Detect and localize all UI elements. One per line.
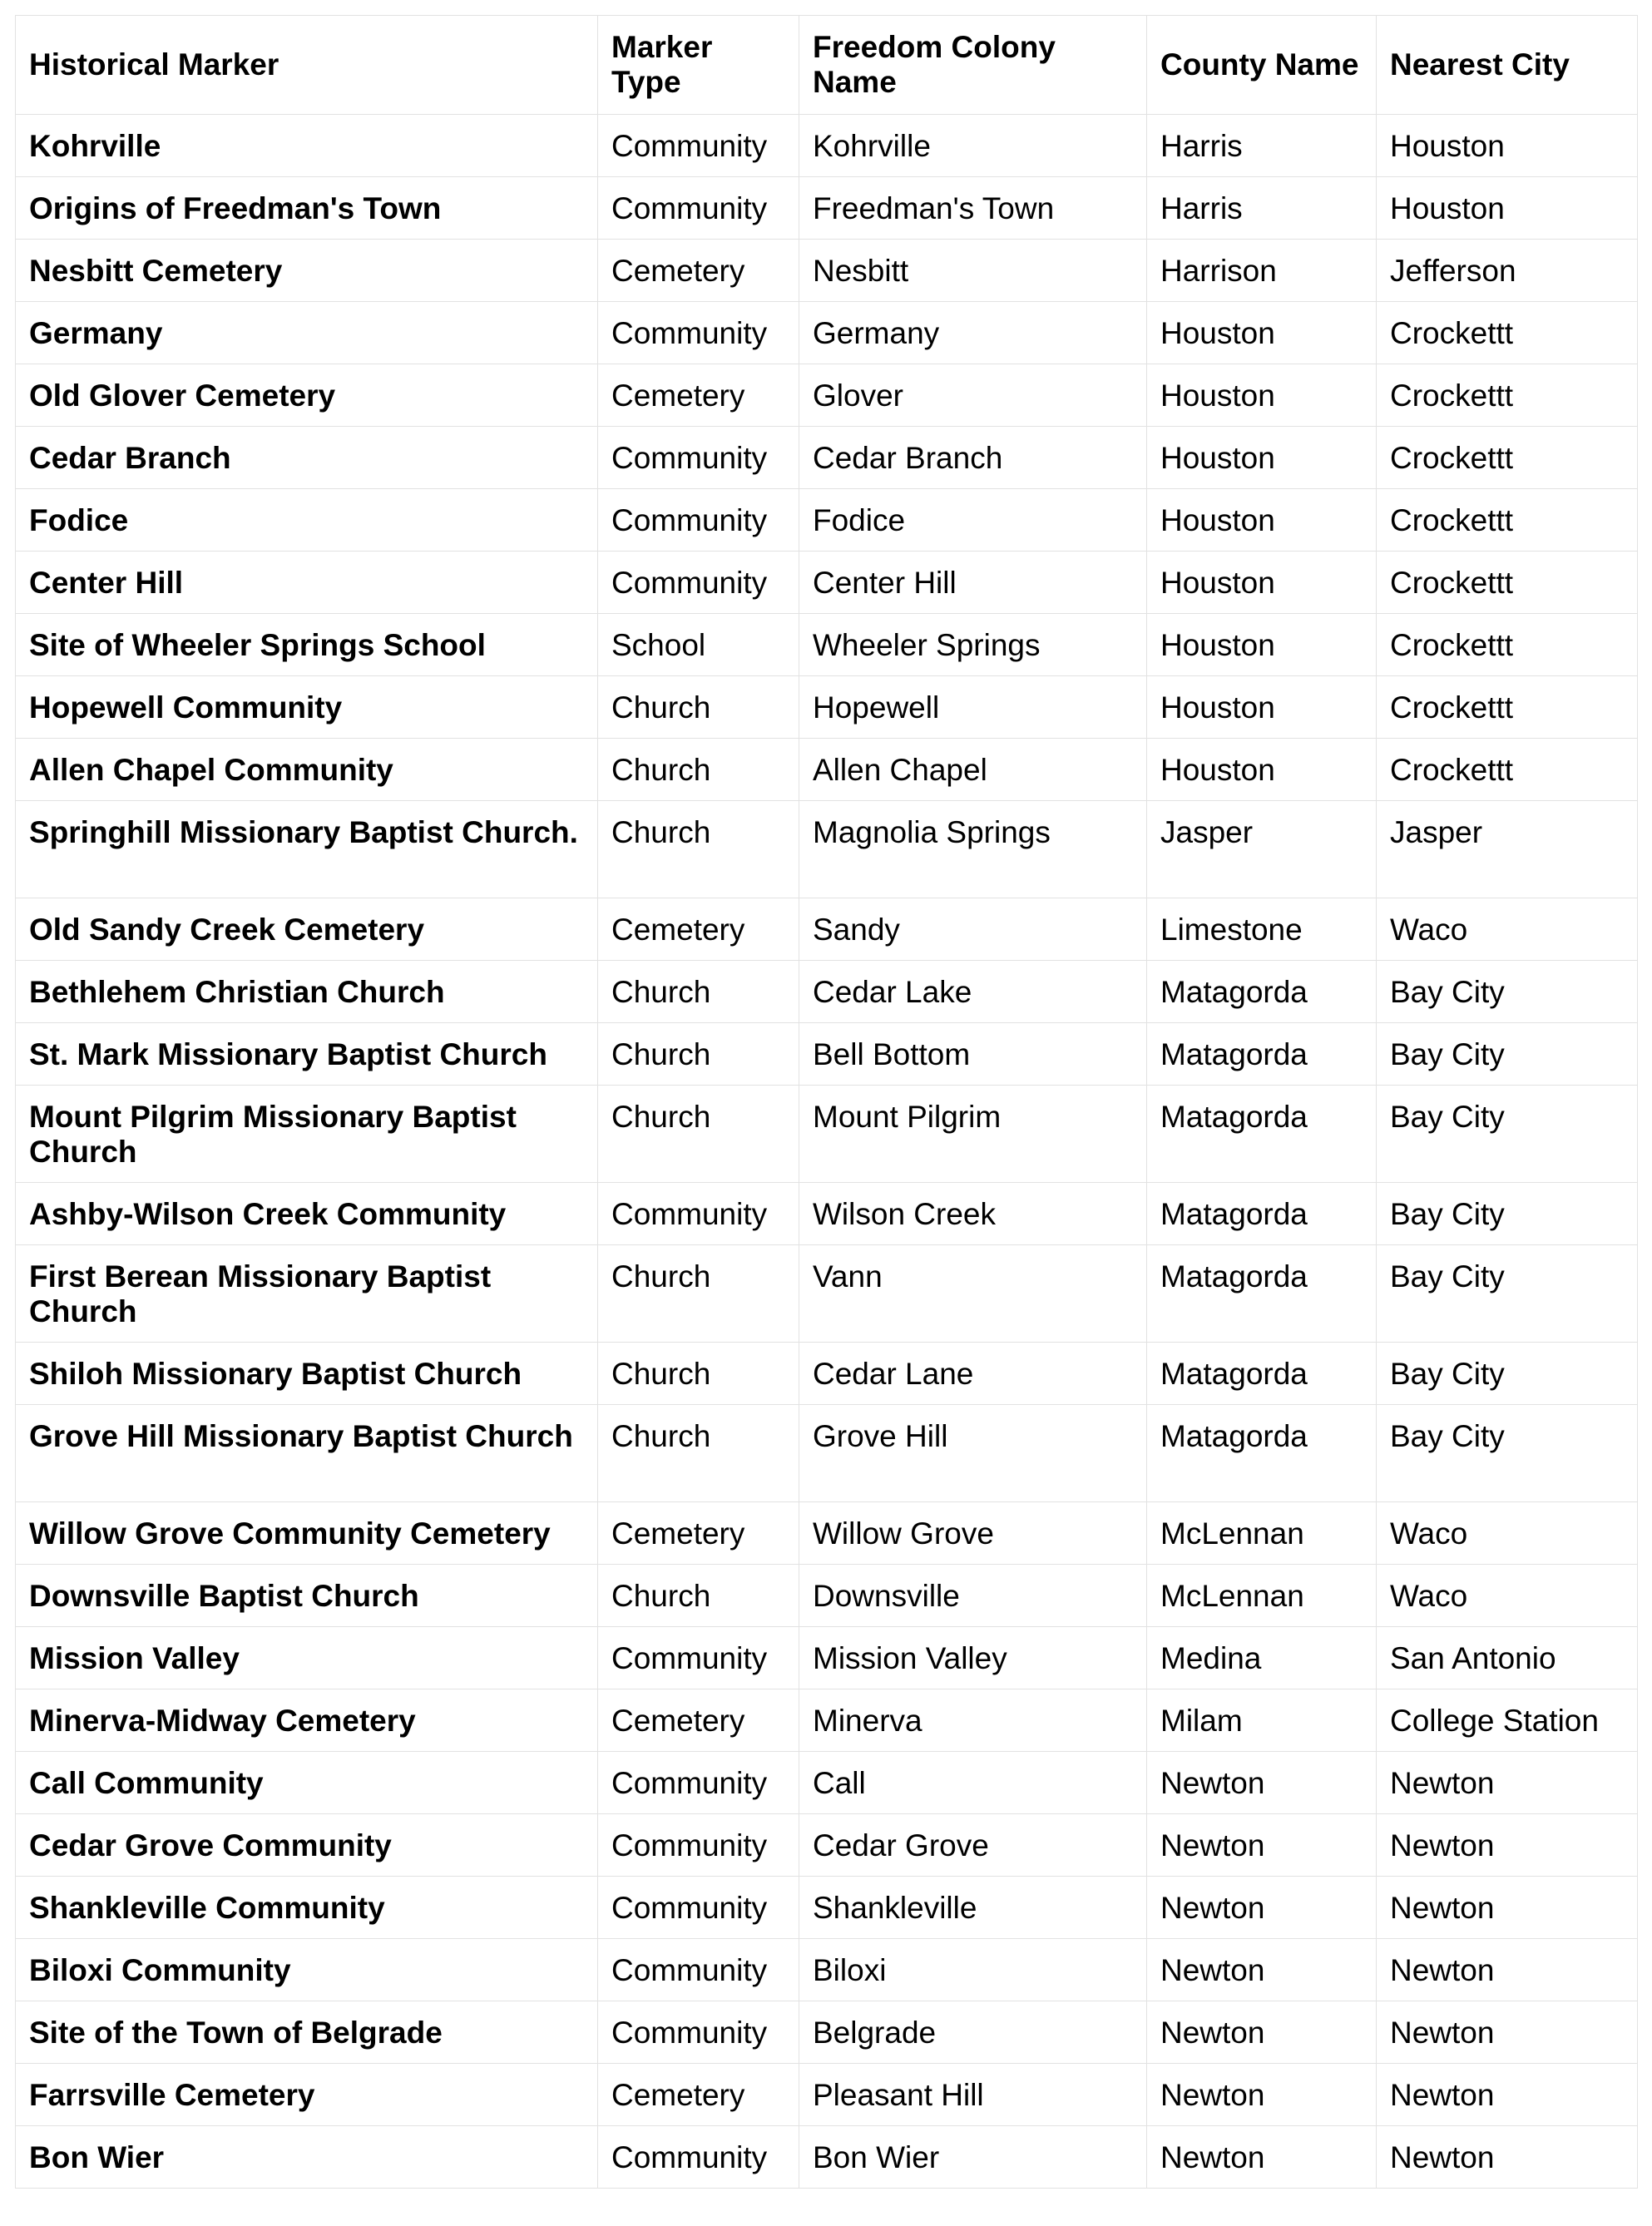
marker-type-cell: Community [598,115,799,177]
freedom-colony-cell: Mount Pilgrim [799,1086,1147,1183]
marker-type-cell: Community [598,2126,799,2189]
freedom-colony-cell: Belgrade [799,2001,1147,2064]
nearest-city-cell: San Antonio [1377,1627,1638,1689]
historical-marker-cell: Bethlehem Christian Church [16,961,598,1023]
freedom-colony-cell: Bell Bottom [799,1023,1147,1086]
historical-marker-cell: Kohrville [16,115,598,177]
historical-marker-cell: Site of Wheeler Springs School [16,614,598,676]
county-cell: Houston [1147,489,1377,552]
table-row [16,1877,1638,1939]
historical-marker-cell: Old Sandy Creek Cemetery [16,898,598,961]
marker-type-cell: Community [598,1814,799,1877]
nearest-city-cell: Waco [1377,898,1638,961]
nearest-city-cell: Jasper [1377,801,1638,898]
marker-type-cell: Community [598,427,799,489]
marker-type-cell: Community [598,2001,799,2064]
historical-marker-cell: Old Glover Cemetery [16,364,598,427]
historical-marker-cell: St. Mark Missionary Baptist Church [16,1023,598,1086]
nearest-city-cell: Houston [1377,115,1638,177]
nearest-city-cell: Bay City [1377,1245,1638,1343]
table-row [16,1502,1638,1565]
freedom-colony-cell: Biloxi [799,1939,1147,2001]
nearest-city-cell: Newton [1377,2126,1638,2189]
historical-marker-cell: Downsville Baptist Church [16,1565,598,1627]
header-row [16,16,1638,115]
county-cell: Houston [1147,552,1377,614]
table-row [16,1245,1638,1343]
county-cell: Houston [1147,427,1377,489]
table-row [16,427,1638,489]
freedom-colony-cell: Cedar Grove [799,1814,1147,1877]
header-nearest-city: Nearest City [1377,16,1638,115]
county-cell: Newton [1147,2064,1377,2126]
table-row [16,961,1638,1023]
marker-type-cell: Church [598,801,799,898]
historical-marker-cell: Mission Valley [16,1627,598,1689]
header-county-name: County Name [1147,16,1377,115]
nearest-city-cell: Newton [1377,2064,1638,2126]
marker-type-cell: Church [598,961,799,1023]
county-cell: Jasper [1147,801,1377,898]
freedom-colony-cell: Cedar Lane [799,1343,1147,1405]
marker-type-cell: Cemetery [598,240,799,302]
historical-marker-cell: Ashby-Wilson Creek Community [16,1183,598,1245]
historical-marker-cell: Center Hill [16,552,598,614]
nearest-city-cell: Newton [1377,1752,1638,1814]
historical-marker-cell: Allen Chapel Community [16,739,598,801]
historical-marker-cell: Fodice [16,489,598,552]
nearest-city-cell: Newton [1377,1814,1638,1877]
nearest-city-cell: Bay City [1377,1405,1638,1502]
freedom-colony-cell: Germany [799,302,1147,364]
historical-marker-cell: Willow Grove Community Cemetery [16,1502,598,1565]
table-header [16,16,1638,115]
marker-type-cell: Church [598,1086,799,1183]
table-row [16,2001,1638,2064]
marker-type-cell: Community [598,1627,799,1689]
historical-marker-cell: Call Community [16,1752,598,1814]
table-row [16,1086,1638,1183]
table-row [16,676,1638,739]
table-row [16,1405,1638,1502]
nearest-city-cell: Bay City [1377,1343,1638,1405]
nearest-city-cell: Crockettt [1377,552,1638,614]
historical-marker-cell: Shankleville Community [16,1877,598,1939]
nearest-city-cell: Crockettt [1377,739,1638,801]
table-row [16,1627,1638,1689]
freedom-colony-cell: Grove Hill [799,1405,1147,1502]
table-row [16,302,1638,364]
historical-marker-cell: Shiloh Missionary Baptist Church [16,1343,598,1405]
freedom-colony-cell: Fodice [799,489,1147,552]
nearest-city-cell: Bay City [1377,1023,1638,1086]
county-cell: McLennan [1147,1502,1377,1565]
header-freedom-colony-name: Freedom Colony Name [799,16,1147,115]
table-row [16,115,1638,177]
county-cell: Houston [1147,302,1377,364]
marker-type-cell: Church [598,1245,799,1343]
nearest-city-cell: Jefferson [1377,240,1638,302]
table-row [16,1689,1638,1752]
nearest-city-cell: Newton [1377,1939,1638,2001]
historical-marker-cell: Origins of Freedman's Town [16,177,598,240]
marker-type-cell: Community [598,1752,799,1814]
header-marker-type: Marker Type [598,16,799,115]
marker-type-cell: Church [598,739,799,801]
table-row [16,1343,1638,1405]
freedom-colony-cell: Allen Chapel [799,739,1147,801]
county-cell: Houston [1147,676,1377,739]
historical-marker-cell: Site of the Town of Belgrade [16,2001,598,2064]
marker-type-cell: Church [598,1565,799,1627]
table-row [16,1939,1638,2001]
county-cell: Houston [1147,614,1377,676]
freedom-colony-cell: Hopewell [799,676,1147,739]
table-row [16,898,1638,961]
county-cell: Harrison [1147,240,1377,302]
freedom-colony-cell: Magnolia Springs [799,801,1147,898]
historical-marker-cell: Hopewell Community [16,676,598,739]
marker-type-cell: Community [598,489,799,552]
freedom-colony-cell: Bon Wier [799,2126,1147,2189]
table-row [16,2126,1638,2189]
freedom-colony-table [15,15,1638,2189]
freedom-colony-cell: Call [799,1752,1147,1814]
nearest-city-cell: Waco [1377,1502,1638,1565]
marker-type-cell: Community [598,552,799,614]
nearest-city-cell: Newton [1377,1877,1638,1939]
marker-type-cell: Cemetery [598,898,799,961]
freedom-colony-cell: Sandy [799,898,1147,961]
historical-marker-cell: Grove Hill Missionary Baptist Church [16,1405,598,1502]
table-row [16,552,1638,614]
nearest-city-cell: Crockettt [1377,302,1638,364]
table-row [16,240,1638,302]
marker-type-cell: Cemetery [598,364,799,427]
nearest-city-cell: Bay City [1377,1183,1638,1245]
marker-type-cell: Community [598,177,799,240]
county-cell: Matagorda [1147,1086,1377,1183]
freedom-colony-cell: Wheeler Springs [799,614,1147,676]
marker-type-cell: Cemetery [598,1689,799,1752]
county-cell: Newton [1147,1939,1377,2001]
historical-marker-cell: Mount Pilgrim Missionary Baptist Church [16,1086,598,1183]
historical-marker-cell: Cedar Grove Community [16,1814,598,1877]
marker-type-cell: Church [598,1343,799,1405]
marker-type-cell: Church [598,676,799,739]
nearest-city-cell: Crockettt [1377,614,1638,676]
table-row [16,1183,1638,1245]
table-row [16,1814,1638,1877]
marker-type-cell: Cemetery [598,2064,799,2126]
historical-marker-cell: Minerva-Midway Cemetery [16,1689,598,1752]
table-row [16,489,1638,552]
freedom-colony-cell: Minerva [799,1689,1147,1752]
county-cell: Harris [1147,115,1377,177]
nearest-city-cell: Houston [1377,177,1638,240]
freedom-colony-cell: Nesbitt [799,240,1147,302]
marker-type-cell: Community [598,1939,799,2001]
nearest-city-cell: Newton [1377,2001,1638,2064]
county-cell: Milam [1147,1689,1377,1752]
freedom-colony-cell: Wilson Creek [799,1183,1147,1245]
historical-marker-cell: Cedar Branch [16,427,598,489]
table-body [16,115,1638,2189]
marker-type-cell: Community [598,1877,799,1939]
marker-type-cell: Community [598,302,799,364]
freedom-colony-cell: Center Hill [799,552,1147,614]
county-cell: Matagorda [1147,1183,1377,1245]
table-row [16,1565,1638,1627]
marker-type-cell: Church [598,1405,799,1502]
table-row [16,614,1638,676]
table-row [16,1752,1638,1814]
freedom-colony-cell: Vann [799,1245,1147,1343]
table-row [16,1023,1638,1086]
nearest-city-cell: Crockettt [1377,364,1638,427]
nearest-city-cell: Crockettt [1377,427,1638,489]
table-row [16,801,1638,898]
marker-type-cell: School [598,614,799,676]
historical-marker-cell: Bon Wier [16,2126,598,2189]
county-cell: Harris [1147,177,1377,240]
historical-marker-cell: Biloxi Community [16,1939,598,2001]
freedom-colony-cell: Cedar Branch [799,427,1147,489]
county-cell: Matagorda [1147,1343,1377,1405]
freedom-colony-cell: Pleasant Hill [799,2064,1147,2126]
county-cell: Medina [1147,1627,1377,1689]
county-cell: Matagorda [1147,961,1377,1023]
freedom-colony-cell: Kohrville [799,115,1147,177]
historical-marker-cell: Nesbitt Cemetery [16,240,598,302]
historical-marker-cell: Farrsville Cemetery [16,2064,598,2126]
marker-type-cell: Community [598,1183,799,1245]
marker-type-cell: Cemetery [598,1502,799,1565]
county-cell: Newton [1147,1814,1377,1877]
nearest-city-cell: College Station [1377,1689,1638,1752]
table-row [16,2064,1638,2126]
nearest-city-cell: Crockettt [1377,489,1638,552]
county-cell: Matagorda [1147,1023,1377,1086]
table-container [15,15,1637,2189]
freedom-colony-cell: Glover [799,364,1147,427]
freedom-colony-cell: Shankleville [799,1877,1147,1939]
freedom-colony-cell: Downsville [799,1565,1147,1627]
table-row [16,177,1638,240]
table-row [16,739,1638,801]
nearest-city-cell: Crockettt [1377,676,1638,739]
county-cell: Houston [1147,739,1377,801]
county-cell: Houston [1147,364,1377,427]
county-cell: Newton [1147,2126,1377,2189]
county-cell: Limestone [1147,898,1377,961]
freedom-colony-cell: Freedman's Town [799,177,1147,240]
freedom-colony-cell: Mission Valley [799,1627,1147,1689]
county-cell: McLennan [1147,1565,1377,1627]
header-historical-marker: Historical Marker [16,16,598,115]
table-row [16,364,1638,427]
marker-type-cell: Church [598,1023,799,1086]
freedom-colony-cell: Willow Grove [799,1502,1147,1565]
historical-marker-cell: Germany [16,302,598,364]
nearest-city-cell: Bay City [1377,961,1638,1023]
county-cell: Newton [1147,2001,1377,2064]
nearest-city-cell: Bay City [1377,1086,1638,1183]
county-cell: Newton [1147,1752,1377,1814]
historical-marker-cell: Springhill Missionary Baptist Church. [16,801,598,898]
county-cell: Matagorda [1147,1405,1377,1502]
nearest-city-cell: Waco [1377,1565,1638,1627]
freedom-colony-cell: Cedar Lake [799,961,1147,1023]
historical-marker-cell: First Berean Missionary Baptist Church [16,1245,598,1343]
county-cell: Newton [1147,1877,1377,1939]
county-cell: Matagorda [1147,1245,1377,1343]
